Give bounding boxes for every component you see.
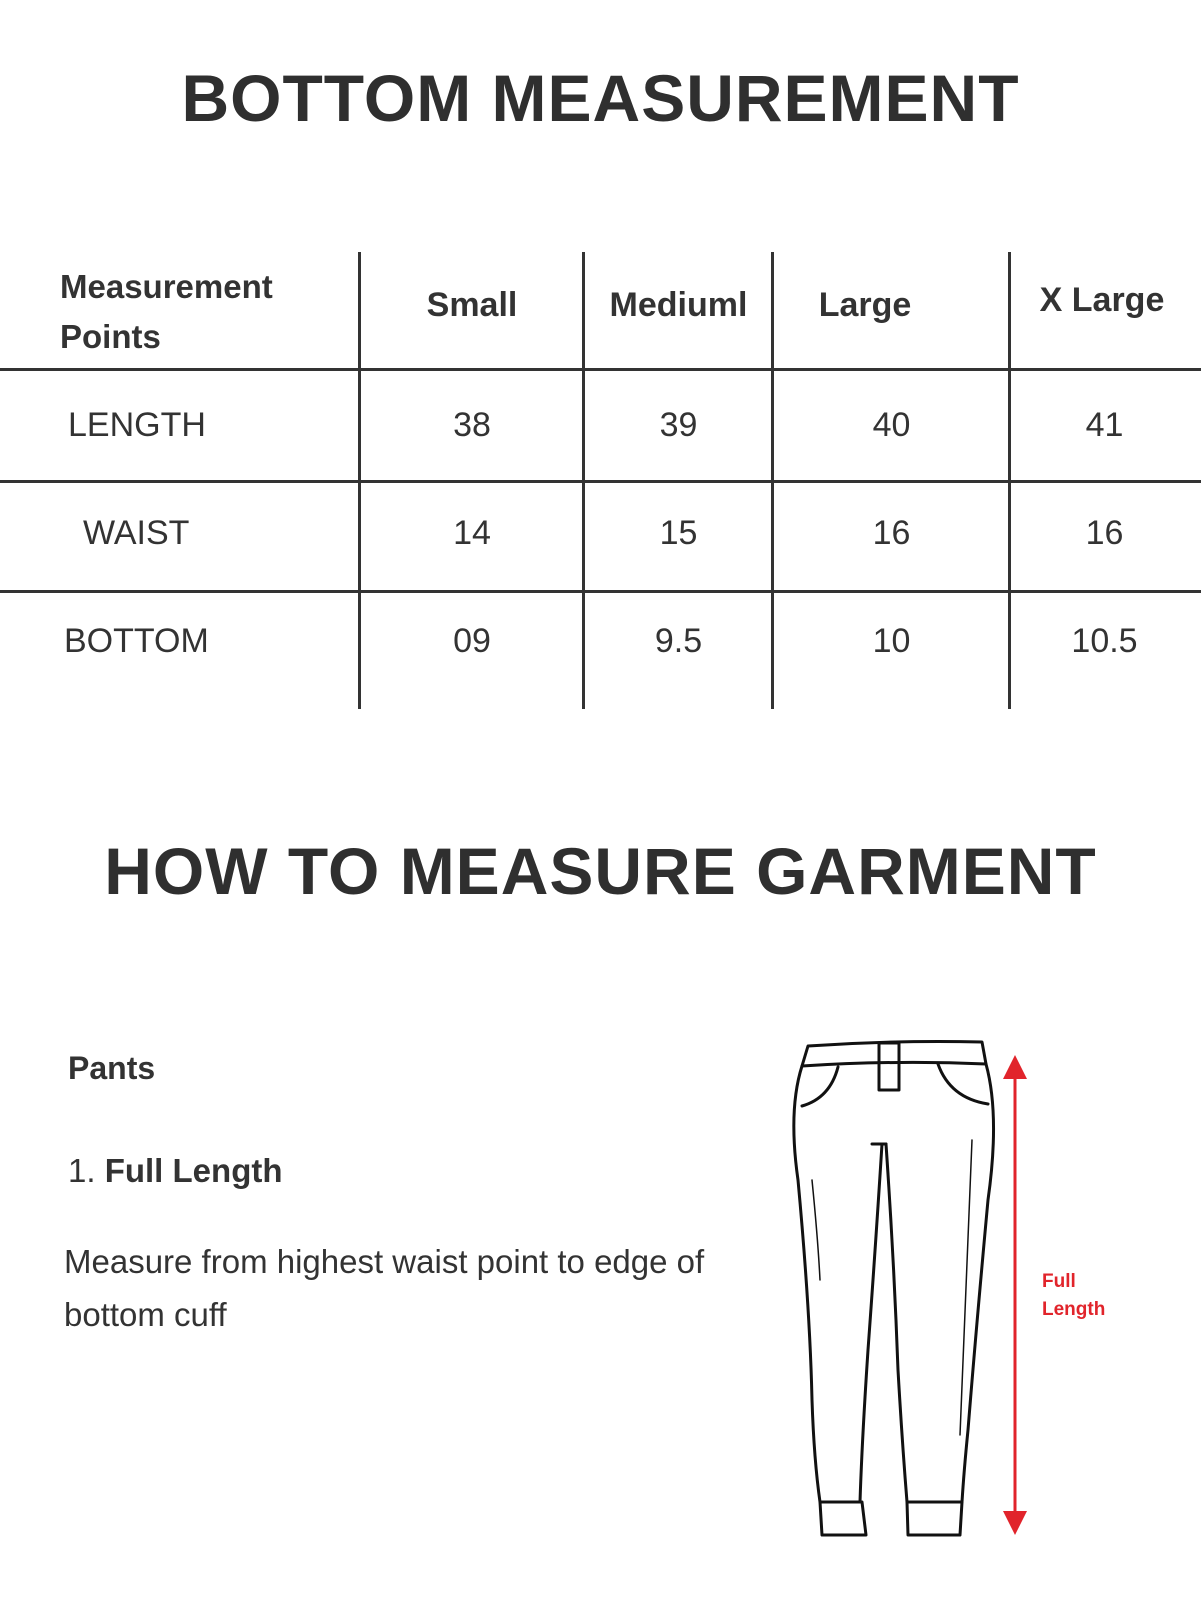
table-column-divider [582,252,585,709]
table-cell: 40 [872,405,911,444]
table-cell: 15 [659,513,698,552]
table-divider [0,590,1201,593]
full-length-arrow [1000,1055,1030,1535]
table-column-divider [771,252,774,709]
table-divider [0,368,1201,371]
step-description: Measure from highest waist point to edge of bottom cuff [64,1243,705,1333]
row-label-length: LENGTH [68,405,206,444]
header-size-small: Small [426,285,518,324]
step-number: 1. [68,1152,96,1189]
step-name: Full Length [104,1152,283,1189]
table-cell: 41 [1085,405,1124,444]
table-cell: 39 [659,405,698,444]
table-cell: 10 [872,621,911,660]
page-title: BOTTOM MEASUREMENT [181,61,1020,135]
table-cell: 09 [453,621,491,660]
section-title: HOW TO MEASURE GARMENT [104,834,1097,908]
step-heading [68,1152,283,1190]
header-size-medium: Mediuml [609,285,748,324]
garment-label: Pants [68,1050,156,1086]
table-divider [0,480,1201,483]
header-size-large: Large [818,285,912,324]
full-length-label: Full Length [1042,1271,1106,1320]
table-column-divider [1008,252,1011,709]
table-cell: 16 [1085,513,1124,552]
header-size-xlarge: X Large [1039,280,1165,319]
table-cell: 14 [453,513,491,552]
row-label-bottom: BOTTOM [64,621,209,660]
table-cell: 38 [453,405,491,444]
table-cell: 16 [872,513,911,552]
table-cell: 9.5 [654,621,703,660]
table-cell: 10.5 [1071,621,1138,660]
header-measurement-points: Measurement Points [60,268,273,355]
row-label-waist: WAIST [83,513,190,552]
